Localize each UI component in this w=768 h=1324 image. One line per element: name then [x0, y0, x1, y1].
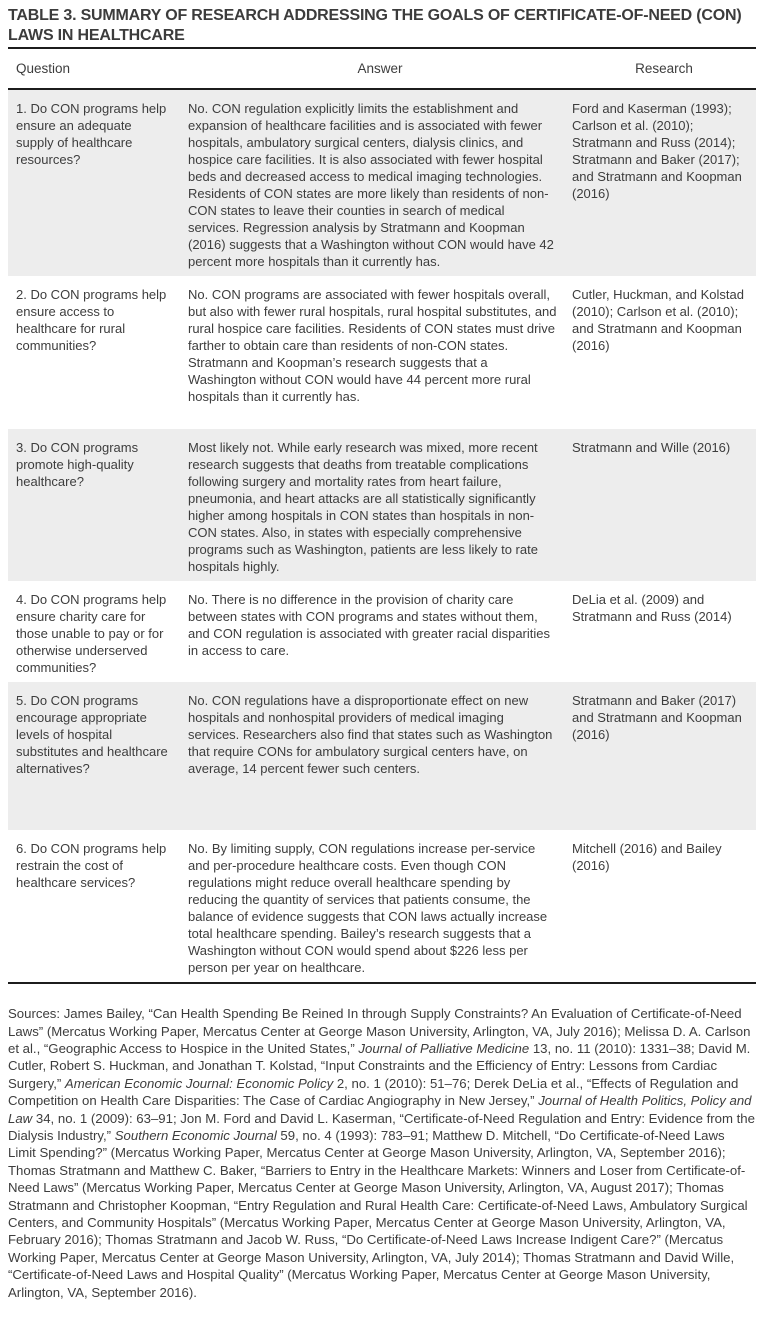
table-row-6 — [8, 830, 756, 982]
answer-cell: Most likely not. While early research was mixed, more recent research suggests that deaths from treatable complications following surgery and mortality rates from heart failure, pneumonia, and heart attacks are all statistically significantly higher among hospitals in CON states than hospitals in non-CON states. Also, in states with especially comprehensive programs such as Washington, patients are less likely to rate hospitals highly. — [188, 440, 538, 574]
question-cell: 6. Do CON programs help restrain the cost of healthcare services? — [16, 841, 167, 890]
column-header-answer: Answer — [357, 61, 403, 76]
answer-cell: No. CON programs are associated with fewer hospitals overall, but also with fewer rural hospitals, rural hospital substitutes, and rural hospice care facilities. Residents of CON states must drive farther to obtain care than residents of non-CON states. Stratmann and Koopman’s research suggests that a Washington without CON would have 44 percent more rural hospitals than it currently has. — [188, 287, 557, 404]
research-cell: Mitchell (2016) and Bailey (2016) — [572, 841, 722, 873]
table-row-5 — [8, 682, 756, 830]
column-header-research: Research — [635, 61, 693, 76]
research-cell: Stratmann and Baker (2017) and Stratmann and Koopman (2016) — [572, 693, 742, 742]
research-summary-table — [8, 47, 756, 984]
answer-cell: No. CON regulation explicitly limits the establishment and expansion of healthcare facilities and is associated with fewer hospitals, ambulatory surgical centers, dialysis clinics, and hospice care facilities. It is also associated with fewer hospital beds and decreased access to medical imaging technologies. Residents of CON states are more likely than residents of non-CON states to leave their counties in search of medical services. Regression analysis by Stratmann and Koopman (2016) suggests that a Washington without CON would have 42 percent more hospitals than it currently has. — [188, 101, 554, 269]
sources-paragraph: Sources: James Bailey, “Can Health Spending Be Reined In through Supply Constraints? An Evaluation of Certificate-of-Need Laws” (Mercatus Working Paper, Mercatus Center at George Mason University, Arlington, VA, July 2016); Melissa D. A. Carlson et al., “Geographic Access to Hospice in the United States,” Journal of Palliative Medicine 13, no. 11 (2010): 1331–38; David M. Cutler, Robert S. Huckman, and Jonathan T. Kolstad, “Input Constraints and the Efficiency of Entry: Lessons from Cardiac Surgery,” American Economic Journal: Economic Policy 2, no. 1 (2010): 51–76; Derek DeLia et al., “Effects of Regulation and Competition on Health Care Disparities: The Case of Cardiac Angiography in New Jersey,” Journal of Health Politics, Policy and Law 34, no. 1 (2009): 63–91; Jon M. Ford and David L. Kaserman, “Certificate-of-Need Regulation and Entry: Evidence from the Dialysis Industry,” Southern Economic Journal 59, no. 4 (1993): 783–91; Matthew D. Mitchell, “Do Certificate-of-Need Laws Limit Spending?” (Mercatus Working Paper, Mercatus Center at George Mason University, Arlington, VA, September 2016); Thomas Stratmann and Matthew C. Baker, “Barriers to Entry in the Healthcare Markets: Winners and Loser from Certificate-of-Need Laws” (Mercatus Working Paper, Mercatus Center at George Mason University, Arlington, VA, August 2017); Thomas Stratmann and Christopher Koopman, “Entry Regulation and Rural Health Care: Certificate-of-Need Laws, Ambulatory Surgical Centers, and Community Hospitals” (Mercatus Working Paper, Mercatus Center at George Mason University, Arlington, VA, February 2016); Thomas Stratmann and Jacob W. Russ, “Do Certificate-of-Need Laws Increase Indigent Care?” (Mercatus Working Paper, Mercatus Center at George Mason University, Arlington, VA, July 2014); Thomas Stratmann and David Wille, “Certificate-of-Need Laws and Hospital Quality” (Mercatus Working Paper, Mercatus Center at George Mason University, Arlington, VA, September 2016). — [8, 1006, 755, 1300]
table-row-1 — [8, 90, 756, 276]
table-header-row — [8, 49, 756, 90]
research-cell: Cutler, Huckman, and Kolstad (2010); Carlson et al. (2010); and Stratmann and Koopman (2016) — [572, 287, 744, 353]
answer-cell: No. CON regulations have a disproportionate effect on new hospitals and nonhospital providers of medical imaging services. Researchers also find that states such as Washington that require CONs for ambulatory surgical centers have, on average, 14 percent fewer such centers. — [188, 693, 553, 776]
answer-cell: No. By limiting supply, CON regulations increase per-service and per-procedure healthcare costs. Even though CON regulations might reduce overall healthcare spending by reducing the quantity of services that patients consume, the balance of evidence suggests that CON laws actually increase total healthcare spending. Bailey’s research suggests that a Washington without CON would spend about $226 less per person per year on healthcare. — [188, 841, 548, 975]
research-cell: Stratmann and Wille (2016) — [572, 440, 731, 455]
question-cell: 5. Do CON programs encourage appropriate levels of hospital substitutes and healthcare alternatives? — [16, 693, 168, 776]
answer-cell: No. There is no difference in the provision of charity care between states with CON programs and states without them, and CON regulation is associated with greater racial disparities in access to care. — [188, 592, 551, 658]
table-row-3 — [8, 429, 756, 581]
research-cell: Ford and Kaserman (1993); Carlson et al. (2010); Stratmann and Russ (2014); Stratmann and Baker (2017); and Stratmann and Koopman (2016) — [572, 101, 742, 201]
research-cell: DeLia et al. (2009) and Stratmann and Russ (2014) — [572, 592, 732, 624]
question-cell: 4. Do CON programs help ensure charity care for those unable to pay or for otherwise underserved communities? — [16, 592, 167, 675]
column-header-question: Question — [16, 61, 71, 76]
page-title: TABLE 3. SUMMARY OF RESEARCH ADDRESSING THE GOALS OF CERTIFICATE-OF-NEED (CON) LAWS IN HEALTHCARE — [8, 7, 742, 44]
question-cell: 2. Do CON programs help ensure access to healthcare for rural communities? — [16, 287, 167, 353]
table-row-2 — [8, 276, 756, 429]
question-cell: 3. Do CON programs promote high-quality healthcare? — [16, 440, 139, 489]
table-row-4 — [8, 581, 756, 682]
question-cell: 1. Do CON programs help ensure an adequate supply of healthcare resources? — [16, 101, 167, 167]
